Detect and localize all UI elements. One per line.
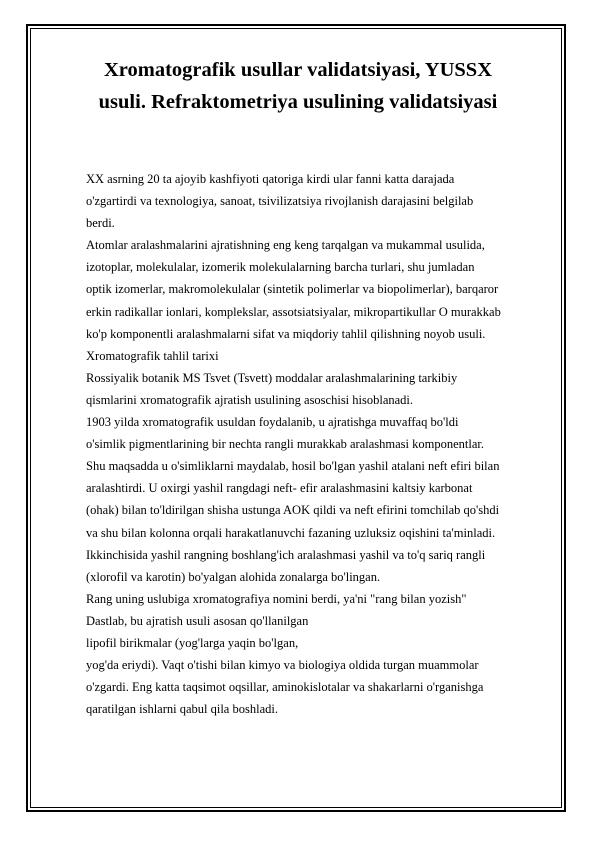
body-line: o'zgardi. Eng katta taqsimot oqsillar, aminokislotalar va shakarlarni o'rganishga: [86, 680, 484, 695]
body-line: (xlorofil va karotin) bo'yalgan alohida zonalarga bo'lingan.: [86, 569, 381, 584]
body-line: 1903 yilda xromatografik usuldan foydalanib, u ajratishga muvaffaq bo'ldi: [86, 415, 459, 430]
body-line: Ikkinchisida yashil rangning boshlang'ich aralashmasi yashil va to'q sariq rangli: [86, 547, 486, 562]
title-line-2: usuli. Refraktometriya usulining validatsiyasi: [98, 91, 498, 113]
body-line: Rang uning uslubiga xromatografiya nomini berdi, ya'ni "rang bilan yozish": [86, 591, 467, 606]
body-line: yog'da eriydi). Vaqt o'tishi bilan kimyo va biologiya oldida turgan muammolar: [86, 658, 479, 673]
body-line: o'zgartirdi va texnologiya, sanoat, tsivilizatsiya rivojlanish darajasini belgilab: [86, 194, 474, 209]
body-line: izotoplar, molekulalar, izomerik molekulalarning barcha turlari, shu jumladan: [86, 260, 475, 275]
body-line: qismlarini xromatografik ajratish usulining asoschisi hisoblanadi.: [86, 392, 414, 407]
body-line: optik izomerlar, makromolekulalar (sintetik polimerlar va biopolimerlar), barqaror: [86, 282, 499, 297]
body-line: (ohak) bilan to'ldirilgan shisha ustunga AOK qildi va neft efirini tomchilab qo'shdi: [86, 503, 500, 518]
title-line-1: Xromatografik usullar validatsiyasi, YUSSX: [103, 59, 493, 81]
body-line: lipofil birikmalar (yog'larga yaqin bo'lgan,: [86, 635, 299, 650]
document-body: [86, 168, 560, 720]
body-line: XX asrning 20 ta ajoyib kashfiyoti qatoriga kirdi ular fanni katta darajada: [86, 172, 455, 186]
body-line: aralashtirdi. U oxirgi yashil rangdagi neft- efir aralashmasini kaltsiy karbonat: [86, 481, 473, 496]
body-line: Shu maqsadda u o'simliklarni maydalab, hosil bo'lgan yashil atalani neft efiri bilan: [86, 459, 500, 474]
body-line: Atomlar aralashmalarini ajratishning eng keng tarqalgan va mukammal usulida,: [86, 238, 485, 253]
body-line: berdi.: [86, 216, 115, 231]
section-heading: Xromatografik tahlil tarixi: [86, 348, 219, 363]
body-line: erkin radikallar ionlari, komplekslar, assotsiatsiyalar, mikropartikullar O murakkab: [86, 304, 501, 319]
body-line: qaratilgan ishlarni qabul qila boshladi.: [86, 702, 278, 717]
body-line: Dastlab, bu ajratish usuli asosan qo'llanilgan: [86, 613, 309, 628]
body-line: va shu bilan kolonna orqali harakatlanuvchi fazaning uzluksiz oqishini ta'minladi.: [86, 525, 496, 540]
document-title: [60, 54, 536, 118]
body-line: Rossiyalik botanik MS Tsvet (Tsvett) moddalar aralashmalarining tarkibiy: [86, 370, 458, 385]
body-line: o'simlik pigmentlarining bir nechta rangli murakkab aralashmasi komponentlar.: [86, 437, 484, 452]
body-line: ko'p komponentli aralashmalarni sifat va miqdoriy tahlil qilishning noyob usuli.: [86, 326, 486, 341]
